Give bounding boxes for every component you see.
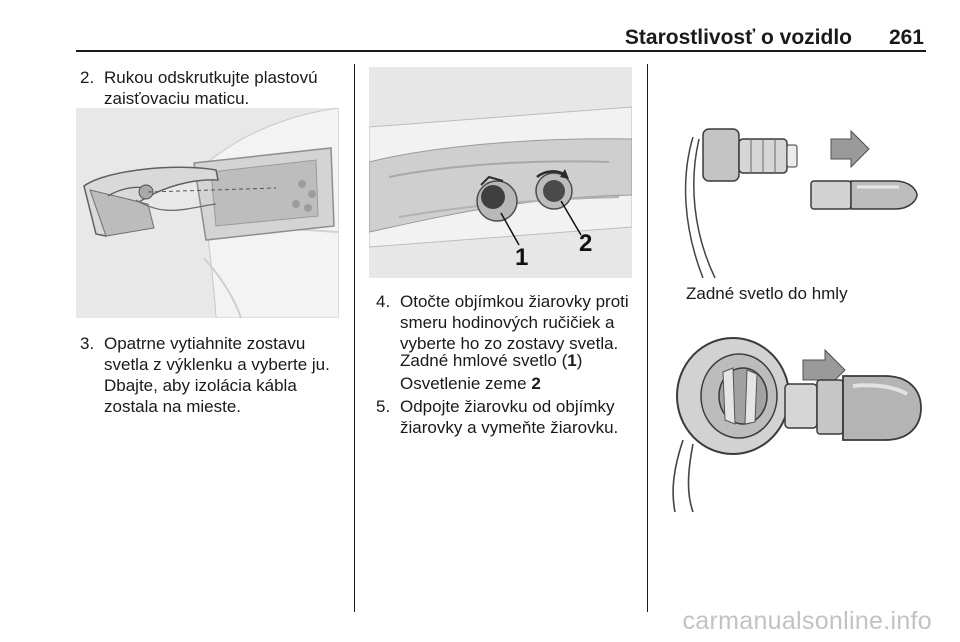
fog-light-text: Zadné hmlové svetlo ( (400, 351, 568, 370)
step-2 (80, 67, 342, 109)
step-4-text: Otočte objímkou žiarovky proti smeru hodinových ručičiek a vyberte ho zo zostavy svetla. (400, 292, 629, 353)
fog-light-number: 1 (567, 351, 577, 370)
figure-caption: Zadné svetlo do hmly (686, 284, 848, 303)
step-5 (376, 396, 641, 438)
step-5-number: 5. (376, 397, 391, 416)
page-number: 261 (888, 26, 924, 49)
figure-fog-bulb-large (663, 310, 926, 512)
step-4-number: 4. (376, 292, 391, 311)
fog-light-line (400, 350, 640, 371)
step-3-text: Opatrne vytiahnite zostavu svetla z výklenku a vyberte ju. Dbajte, aby izolácia kábla zostala na mieste. (104, 334, 330, 416)
step-4 (376, 291, 641, 354)
column-divider-1 (354, 64, 355, 612)
reverse-light-text: Osvetlenie zeme (400, 374, 532, 393)
callout-label-2: 2 (579, 230, 593, 257)
step-2-number: 2. (80, 68, 95, 87)
figure-taillight-housing (76, 108, 339, 318)
column-divider-2 (647, 64, 648, 612)
reverse-light-line (400, 373, 640, 394)
step-3-number: 3. (80, 334, 95, 353)
callout-label-1: 1 (515, 244, 529, 271)
header-rule (76, 50, 926, 52)
step-2-text: Rukou odskrutkujte plastovú zaisťovaciu maticu. (104, 68, 318, 108)
fog-light-close: ) (576, 351, 583, 370)
figure-fog-bulb-small (663, 67, 926, 278)
step-5-text: Odpojte žiarovku od objímky žiarovky a vymeňte žiarovku. (400, 397, 619, 437)
page-title: Starostlivosť o vozidlo (624, 26, 852, 49)
step-3 (80, 333, 350, 417)
figure-bulb-sockets (369, 67, 632, 278)
reverse-light-number: 2 (531, 374, 541, 393)
watermark: carmanualsonline.info (682, 607, 932, 635)
